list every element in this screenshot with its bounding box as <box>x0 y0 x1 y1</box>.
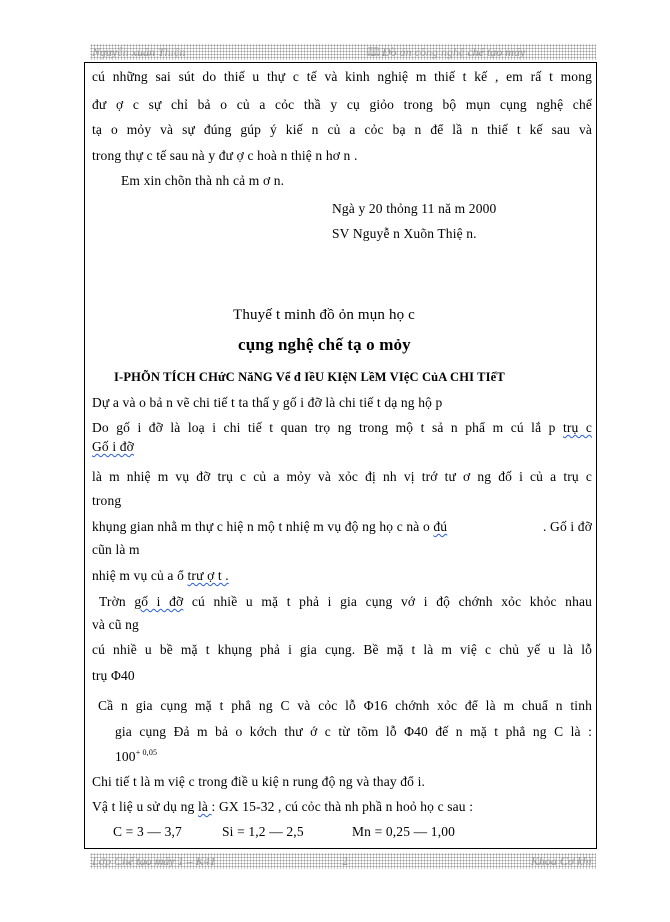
document-title: Thuyế t minh đồ ỏn mụn họ c <box>233 307 415 323</box>
footer-class: Lớp Chế tạo máy 1 – K41 <box>92 854 216 868</box>
signature-date: Ngà y 20 thỏng 11 nă m 2000 <box>332 201 497 216</box>
text-line: cú những sai sút do thiế u thự c tế và kinh nghiệ m thiế t kế , em rấ t mong <box>92 69 592 84</box>
spellcheck-word: trư ợ t . <box>187 568 229 583</box>
section-heading: I-PHÕN TÍCH CHứC NăNG Vể đ IềU KIệN LềM VIệC CủA CHI TIếT <box>114 370 505 384</box>
text-line: cú nhiề u bề mặ t khụng phả i gia cụng. Bề mặ t là m việ c chủ yế u là lỗ <box>92 642 592 657</box>
text-line: tạ o mỏy và sự đúng gúp ý kiế n củ a cỏc bạ n để lầ n thiế t kế sau và <box>92 122 592 137</box>
spellcheck-word: là <box>197 799 212 814</box>
text-line: trong thự c tế sau nà y đư ợ c hoà n thiệ n hơ n . <box>92 148 358 163</box>
text-line: Chi tiế t là m việ c trong điề u kiệ n rung độ ng và thay đổ i. <box>92 774 426 789</box>
spellcheck-word: đú <box>433 519 448 534</box>
signature-name: SV Nguyễ n Xuõn Thiệ n. <box>332 226 477 241</box>
text-line: là m nhiệ m vụ đỡ trụ c củ a mỏy và xỏc đị nh vị trớ tư ơ ng đố i củ a trụ c <box>92 469 592 484</box>
text-line: nhiệ m vụ củ a ổ trư ợ t . <box>92 568 229 583</box>
book-icon: 🕮 <box>366 45 381 59</box>
page-header <box>90 44 596 60</box>
text-line: Dự a và o bả n vẽ chi tiế t ta thấ y gố i đỡ là chi tiế t dạ ng hộ p <box>92 395 443 410</box>
text-line: Cầ n gia cụng mặ t phẳ ng C và cỏc lỗ Φ16 chớnh xỏc để là m chuẩ n tinh <box>98 698 592 713</box>
text-line: trụ Φ40 <box>92 668 135 683</box>
text-line: đư ợ c sự chỉ bả o củ a cỏc thầ y cụ giỏo trong bộ mụn cụng nghệ chế <box>92 97 592 112</box>
spellcheck-word: gố i đỡ <box>134 594 184 609</box>
text-line: Vậ t liệ u sử dụ ng là : GX 15-32 , cú cỏc thà nh phầ n hoỏ họ c sau : <box>92 799 474 814</box>
text-line: Trờn gố i đỡ cú nhiề u mặ t phả i gia cụng vớ i độ chớnh xỏc khỏc nhau <box>99 594 593 609</box>
composition-manganese: Mn = 0,25 — 1,00 <box>352 824 456 839</box>
text-line: Em xin chõn thà nh cả m ơ n. <box>121 173 285 188</box>
tolerance-value: $100^{+ 0,05}$ <box>115 748 158 764</box>
text-line: Do gố i đỡ là loạ i chi tiế t quan trọ ng trong mộ t sả n phẩ m cú lắ p trụ c <box>92 420 592 435</box>
page-footer <box>90 853 596 869</box>
text-line: gia cụng Đả m bả o kớch thư ớ c từ tõm lỗ Φ40 đế n mặ t phẳ ng C là : <box>115 724 592 739</box>
page-number: 2 <box>342 854 348 868</box>
document-subtitle: cụng nghệ chế tạ o mỏy <box>238 335 411 354</box>
composition-carbon: C = 3 — 3,7 <box>113 824 182 839</box>
footer-faculty: Khoa Cơ khí <box>530 854 592 868</box>
text-line: trong <box>92 493 122 508</box>
text-line: và cũ ng <box>92 617 139 632</box>
text-line: cũn là m <box>92 542 140 557</box>
composition-silicon: Si = 1,2 — 2,5 <box>222 824 304 839</box>
header-author: Nguyễn xuân Thiện <box>92 45 186 59</box>
spellcheck-word: Gố i đỡ <box>92 439 134 454</box>
header-title: Đồ án công nghệ chế tạo máy <box>382 45 526 59</box>
text-line <box>92 438 134 456</box>
spellcheck-word: trụ c <box>562 420 592 435</box>
text-line: khụng gian nhằ m thự c hiệ n mộ t nhiệ m vụ độ ng họ c nà o đú . Gố i đỡ <box>92 519 592 534</box>
